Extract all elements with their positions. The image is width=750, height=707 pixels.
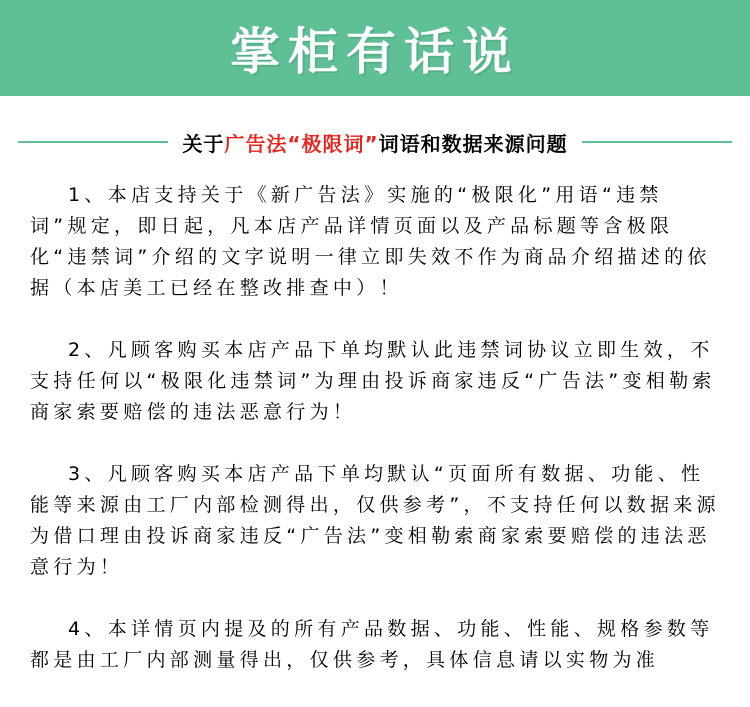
notice-paragraph-2: 2、凡顾客购买本店产品下单均默认此违禁词协议立即生效，不支持任何以“极限化违禁词”为理由投诉商家违反“广告法”变相勒索商家索要赔偿的违法恶意行为！ xyxy=(30,339,716,423)
notice-paragraph-4: 4、本详情页内提及的所有产品数据、功能、性能、规格参数等都是由工厂内部测量得出，仅供参考，具体信息请以实物为准 xyxy=(30,618,714,671)
subtitle-highlight: 广告法“极限词” xyxy=(224,131,379,156)
banner-title: 掌柜有话说 xyxy=(230,23,520,81)
right-divider xyxy=(582,141,732,143)
left-divider xyxy=(18,141,168,143)
section-subtitle xyxy=(168,128,581,157)
subtitle-suffix: 词语和数据来源问题 xyxy=(378,131,568,156)
notice-body xyxy=(30,180,722,707)
subtitle-row xyxy=(18,124,732,160)
subtitle-prefix: 关于 xyxy=(182,131,225,156)
notice-paragraph-3: 3、凡顾客购买本店产品下单均默认“页面所有数据、功能、性能等来源由工厂内部检测得出，仅供参考”，不支持任何以数据来源为借口理由投诉商家违反“广告法”变相勒索商家索要赔偿的违法恶意行为！ xyxy=(30,463,720,578)
header-banner xyxy=(0,0,750,96)
notice-paragraph-1: 1、本店支持关于《新广告法》实施的“极限化”用语“违禁词”规定，即日起，凡本店产品详情页面以及产品标题等含极限化“违禁词”介绍的文字说明一律立即失效不作为商品介绍描述的依据（本店美工已经在整改排查中）！ xyxy=(30,184,711,299)
